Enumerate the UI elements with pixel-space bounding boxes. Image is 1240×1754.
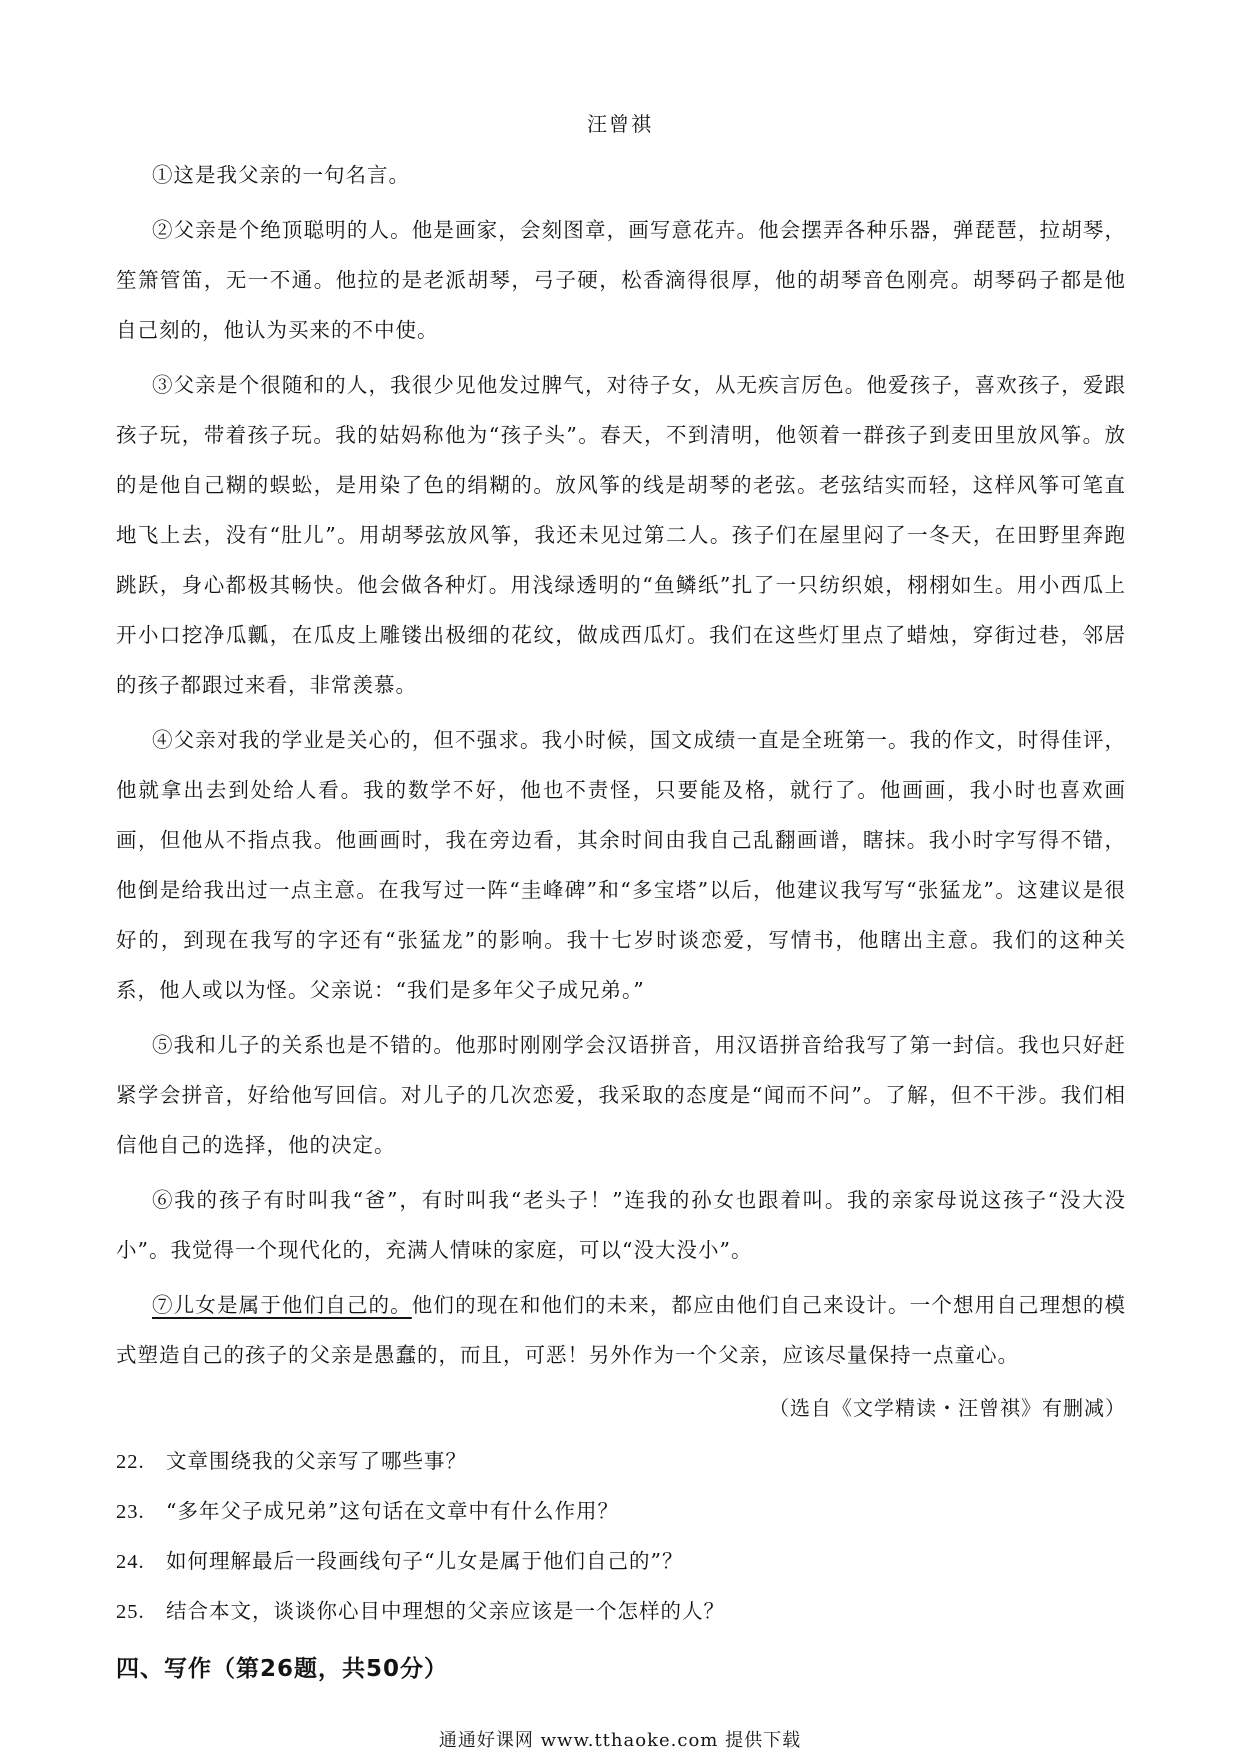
section-heading-writing: 四、写作（第26题，共50分）: [116, 1656, 449, 1682]
question-number: 22.: [116, 1451, 145, 1473]
article-author: 汪曾祺: [587, 112, 653, 136]
question-text: “多年父子成兄弟”这句话在文章中有什么作用？: [166, 1499, 619, 1523]
question-number: 25.: [116, 1601, 145, 1623]
question-number: 24.: [116, 1551, 145, 1573]
page-footer: 通通好课网 www.tthaoke.com 提供下载: [438, 1730, 802, 1751]
paragraph-1: ①这是我父亲的一句名言。: [152, 163, 410, 187]
paragraph-4: ④父亲对我的学业是关心的，但不强求。我小时候，国文成绩一直是全班第一。我的作文，时得佳评，他就拿出去到处给人看。我的数学不好，他也不责怪，只要能及格，就行了。他画画，我小时也喜欢画画，但他从不指点我。他画画时，我在旁边看，其余时间由我自己乱翻画谱，瞎抹。我小时字写得不错，他倒是给我出过一点主意。在我写过一阵“圭峰碑”和“多宝塔”以后，他建议我写写“张猛龙”。这建议是很好的，到现在我写的字还有“张猛龙”的影响。我十七岁时谈恋爱，写情书，他瞎出主意。我们的这种关系，他人或以为怪。父亲说：“我们是多年父子成兄弟。”: [116, 728, 1126, 1002]
question-number: 23.: [116, 1501, 145, 1523]
paragraph-6: ⑥我的孩子有时叫我“爸”，有时叫我“老头子！”连我的孙女也跟着叫。我的亲家母说这孩子“没大没小”。我觉得一个现代化的，充满人情味的家庭，可以“没大没小”。: [116, 1188, 1126, 1262]
question-list: [116, 1437, 1126, 1637]
question-text: 结合本文，谈谈你心目中理想的父亲应该是一个怎样的人？: [166, 1599, 725, 1623]
paragraph-7: [116, 1280, 1126, 1380]
underlined-sentence: ⑦儿女是属于他们自己的。: [152, 1293, 412, 1317]
paragraph-7-rest: 他们的现在和他们的未来，都应由他们自己来设计。一个想用自己理想的模式塑造自己的孩子的父亲是愚蠢的，而且，可恶！另外作为一个父亲，应该尽量保持一点童心。: [116, 1293, 1127, 1367]
paragraph-2: ②父亲是个绝顶聪明的人。他是画家，会刻图章，画写意花卉。他会摆弄各种乐器，弹琵琶，拉胡琴，笙箫管笛，无一不通。他拉的是老派胡琴，弓子硬，松香滴得很厚，他的胡琴音色刚亮。胡琴码子都是他自己刻的，他认为买来的不中使。: [116, 218, 1126, 342]
question-item: [116, 1537, 1126, 1587]
article-source: （选自《文学精读・汪曾祺》有删减）: [769, 1396, 1126, 1420]
paragraph-3: ③父亲是个很随和的人，我很少见他发过脾气，对待子女，从无疾言厉色。他爱孩子，喜欢孩子，爱跟孩子玩，带着孩子玩。我的姑妈称他为“孩子头”。春天，不到清明，他领着一群孩子到麦田里放风筝。放的是他自己糊的蜈蚣，是用染了色的绢糊的。放风筝的线是胡琴的老弦。老弦结实而轻，这样风筝可笔直地飞上去，没有“肚儿”。用胡琴弦放风筝，我还未见过第二人。孩子们在屋里闷了一冬天，在田野里奔跑跳跃，身心都极其畅快。他会做各种灯。用浅绿透明的“鱼鳞纸”扎了一只纺织娘，栩栩如生。用小西瓜上开小口挖净瓜瓤，在瓜皮上雕镂出极细的花纹，做成西瓜灯。我们在这些灯里点了蜡烛，穿街过巷，邻居的孩子都跟过来看，非常羡慕。: [116, 373, 1126, 697]
article-body: [116, 150, 1126, 1695]
paragraph-5: ⑤我和儿子的关系也是不错的。他那时刚刚学会汉语拼音，用汉语拼音给我写了第一封信。我也只好赶紧学会拼音，好给他写回信。对儿子的几次恋爱，我采取的态度是“闻而不问”。了解，但不干涉。我们相信他自己的选择，他的决定。: [116, 1033, 1126, 1157]
question-text: 如何理解最后一段画线句子“儿女是属于他们自己的”？: [166, 1549, 684, 1573]
question-item: [116, 1437, 1126, 1487]
question-text: 文章围绕我的父亲写了哪些事？: [166, 1449, 467, 1473]
question-item: [116, 1587, 1126, 1637]
question-item: [116, 1487, 1126, 1537]
